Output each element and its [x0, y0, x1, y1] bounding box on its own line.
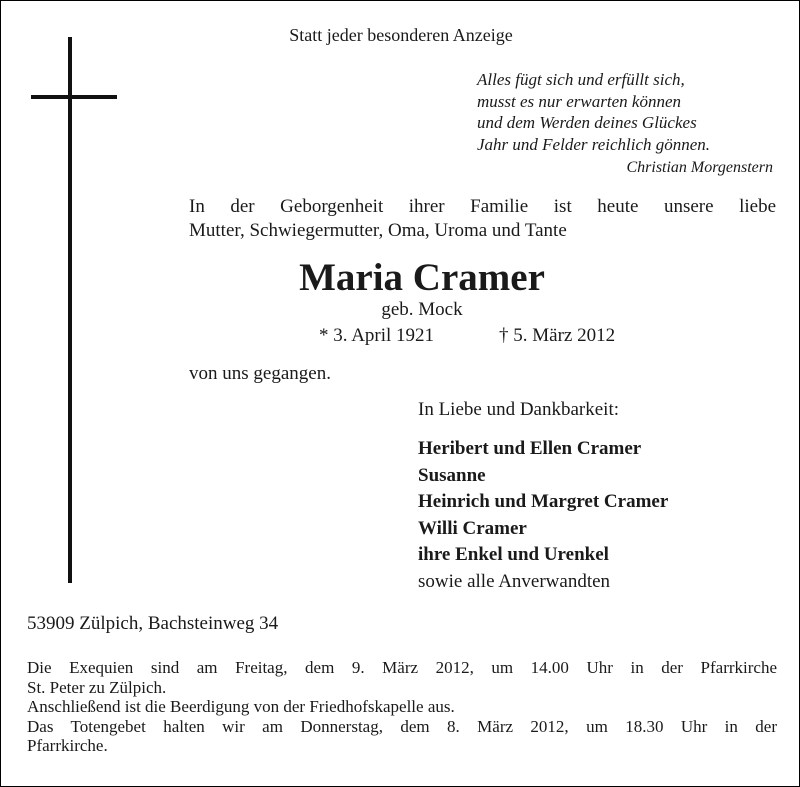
address: 53909 Zülpich, Bachsteinweg 34: [27, 613, 279, 634]
funeral-details: [27, 658, 777, 756]
departed-text: von uns gegangen.: [189, 363, 331, 384]
intro-line: Mutter, Schwiegermutter, Oma, Uroma und Tante: [189, 220, 567, 241]
death-date: † 5. März 2012: [499, 325, 616, 346]
mourner-name: Heinrich und Margret Cramer: [418, 491, 669, 512]
mourner-name: Heribert und Ellen Cramer: [418, 438, 642, 459]
mourner-name: ihre Enkel und Urenkel: [418, 544, 609, 565]
thanks-text: In Liebe und Dankbarkeit:: [418, 399, 620, 420]
intro-text: [189, 195, 776, 243]
intro-line: In der Geborgenheit ihrer Familie ist heute unsere liebe: [189, 196, 776, 217]
details-line: Pfarrkirche.: [27, 736, 108, 755]
details-line: Das Totengebet halten wir am Donnerstag, dem 8. März 2012, um 18.30 Uhr in der: [27, 716, 777, 736]
details-line: Anschließend ist die Beerdigung von der Friedhofskapelle aus.: [27, 697, 455, 716]
cross-icon-bar: [31, 95, 117, 99]
cross-icon: [68, 37, 72, 583]
birth-name: geb. Mock: [381, 299, 463, 320]
poem-quote: [477, 69, 710, 155]
quote-line: Alles fügt sich und erfüllt sich,: [477, 70, 685, 89]
birth-date: * 3. April 1921: [319, 325, 435, 346]
quote-line: Jahr und Felder reichlich gönnen.: [477, 134, 711, 154]
quote-line: und dem Werden deines Glückes: [477, 113, 697, 132]
mourners-relatives: sowie alle Anverwandten: [418, 570, 611, 592]
mourners-list: [418, 436, 668, 595]
mourner-name: Willi Cramer: [418, 517, 527, 539]
header-text: Statt jeder besonderen Anzeige: [289, 25, 513, 45]
details-line: St. Peter zu Zülpich.: [27, 677, 167, 697]
details-line: Die Exequien sind am Freitag, dem 9. März 2012, um 14.00 Uhr in der Pfarrkirche: [27, 658, 777, 677]
deceased-name: Maria Cramer: [299, 256, 545, 299]
quote-author: Christian Morgenstern: [626, 159, 773, 176]
quote-line: musst es nur erwarten können: [477, 91, 681, 111]
mourner-name: Susanne: [418, 464, 486, 486]
